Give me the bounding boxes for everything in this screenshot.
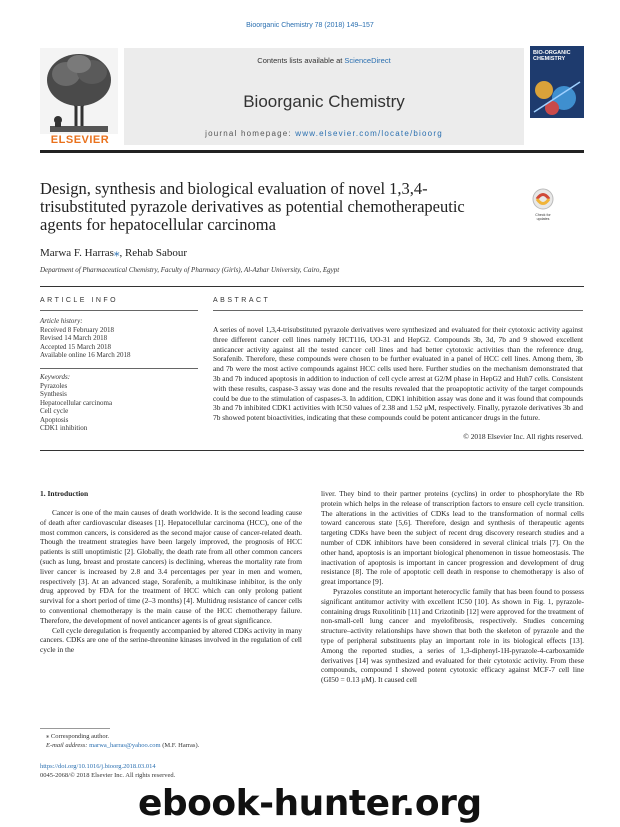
footnote (46, 733, 302, 750)
svg-text:updates: updates (536, 217, 550, 221)
abstract-divider (40, 450, 584, 451)
section-heading: 1. Introduction (40, 489, 89, 498)
body-paragraph: Cancer is one of the main causes of death worldwide. It is the second leading cause of death after cardiovascular diseases [1]. Hepatocellular carcinoma (HCC), one of the most common cancers, is considered as the second major cause of cancer-related death. Though the treatment strategies have been largely improved, the prognosis of HCC patients is still unoptimistic [2]. Globally, the death rate from all other common cancers (such as lung, breast and prostate cancers) is declining, whereas the mortality rate from liver cancer is increased by 2.8 and 3.4 percentages per year in men and women, respectively [3]. At an advanced stage, Sorafenib, a multikinase inhibitor, is the only drug approved by FDA for the treatment of HCC which can only prolong patient survival for a short period of time (2–3 months) [4]. Multidrug resistance of cancer cells to conventional chemotherapy is the main cause of the HCC chemotherapy failure. Therefore, the development of novel anticancer agents is of great significance. (40, 508, 302, 625)
keyword-item: CDK1 inhibition (40, 424, 88, 432)
affiliation: Department of Pharmaceutical Chemistry, Faculty of Pharmacy (Girls), Al-Azhar University, Cairo, Egypt (40, 266, 340, 274)
body-paragraph: liver. They bind to their partner proteins (cyclins) in order to phosphorylate the Rb protein which helps in the release of transcription factors to ensure cell cycle transition. The alterations in the activities of CDKs lead to the transformation of normal cells toward cancerous state [5,6]. Therefore, design and synthesis of therapeutic agents targeting CDKs have been the subject of recent drug discovery research studies and a number of CDK inhibitors have been considered in several clinical trials [7]. On the other hand, apoptosis is an important biological phenomenon in tissue homeostasis. The inactivation of apoptosis is important in cancer progression and development of drug resistance [8]. The role of apoptotic cell death in response to chemotherapy is also of great importance [9]. (321, 489, 584, 587)
contents-line (124, 56, 524, 65)
abstract-heading: ABSTRACT (213, 297, 271, 304)
journal-title: Bioorganic Chemistry (243, 92, 405, 111)
cover-art (530, 72, 584, 118)
corresponding-author-note: ⁎ Corresponding author. (46, 733, 110, 740)
keyword-item: Hepatocellular carcinoma (40, 398, 113, 407)
keywords-heading: Keywords: (40, 373, 71, 381)
author-separator: , (119, 247, 125, 259)
abstract-rule (213, 310, 583, 311)
header-rule (40, 150, 584, 153)
email-prefix: E-mail address: (46, 741, 90, 749)
sciencedirect-link[interactable]: ScienceDirect (344, 56, 391, 65)
corresponding-author-mark[interactable]: ⁎ (113, 247, 120, 259)
article-title: Design, synthesis and biological evaluation of novel 1,3,4-trisubstituted pyrazole derivatives as potential chemotherapeutic agents for hepatocellular carcinoma (40, 179, 465, 234)
body-right-column (321, 489, 584, 685)
keyword-item: Apoptosis (40, 415, 69, 424)
elsevier-tree-logo (40, 48, 118, 148)
history-item: Accepted 15 March 2018 (40, 342, 111, 351)
homepage-prefix: journal homepage: (205, 129, 296, 138)
history-item: Received 8 February 2018 (40, 325, 115, 334)
title-divider (40, 286, 584, 287)
body-paragraph: Cell cycle deregulation is frequently accompanied by altered CDKs activity in many cancers. CDKs are one of the serine-threonine kinases involved in the regulation of cell cycle in the (40, 625, 302, 655)
journal-homepage (124, 129, 524, 138)
cover-title: BIO-ORGANIC CHEMISTRY (533, 50, 571, 63)
email-link[interactable]: marwa_harras@yahoo.com (89, 741, 161, 749)
publisher-name: ELSEVIER (50, 134, 110, 146)
article-info-rule (40, 310, 198, 311)
history-item: Revised 14 March 2018 (40, 334, 108, 342)
author-name[interactable]: Marwa F. Harras (40, 247, 114, 259)
issn-line: 0045-2068/© 2018 Elsevier Inc. All rights reserved. (40, 772, 176, 779)
history-heading: Article history: (40, 317, 83, 325)
author-name[interactable]: Rehab Sabour (124, 247, 187, 259)
keyword-item: Synthesis (40, 390, 67, 398)
keywords-rule (40, 368, 198, 369)
homepage-link[interactable]: www.elsevier.com/locate/bioorg (295, 129, 443, 138)
svg-text:Check for: Check for (535, 213, 551, 217)
watermark: ebook-hunter.org (138, 783, 482, 824)
keywords-list (40, 373, 198, 433)
footnote-rule (40, 728, 110, 729)
body-paragraph: Pyrazoles constitute an important heterocyclic family that has been found to possess significant antitumor activity with excellent IC50 [10]. As shown in Fig. 1, pyrazole-containing drugs Ruxolitinib [11] and Crizotinib [12] were approved for the treatment of non-small-cell lung cancer and myelofibrosis, respectively. Studies concerning structure–activity relationships have shown that both the skeleton of pyrazole and the type of peripheral substituents play an important role in its biological effects [13]. Among the reported studies, a series of 1,3-diphenyl-1H-pyrazole-4-carboxamide derivatives [14] was synthesized and evaluated for their cytotoxic activity. From these compounds, compound I showed potent cytotoxic efficacy against MCF-7 cell line (GI50 = 0.13 μM). It caused cell (321, 586, 584, 685)
body-left-column (40, 508, 302, 655)
history-item: Available online 16 March 2018 (40, 351, 131, 359)
article-info-heading: ARTICLE INFO (40, 297, 119, 304)
contents-prefix: Contents lists available at (257, 56, 345, 65)
keyword-item: Pyrazoles (40, 381, 68, 390)
email-suffix: (M.F. Harras). (160, 741, 200, 749)
journal-cover-image (530, 46, 584, 118)
doi-link[interactable]: https://doi.org/10.1016/j.bioorg.2018.03.014 (40, 763, 156, 770)
check-for-updates-icon[interactable] (528, 187, 558, 221)
abstract-copyright: © 2018 Elsevier Inc. All rights reserved. (463, 432, 583, 441)
author-list (40, 246, 187, 259)
keyword-item: Cell cycle (40, 407, 69, 415)
journal-reference[interactable]: Bioorganic Chemistry 78 (2018) 149–157 (246, 22, 374, 29)
abstract-text: A series of novel 1,3,4-trisubstituted pyrazole derivatives were synthesized and evaluated for their cytotoxic activity against three different cancer cell lines namely HCT116, UO-31 and HepG2. Compounds 3b, 3d, 7b and 9 showed excellent anticancer activity against all the tested cancer cell lines and had better cytotoxic activities than the reference drug, Sorafenib. Therefore, these compounds were chosen to be further evaluated in a panel of HCC cell lines. Among them, 3b and 7b were the most active compounds against HCC cells used here. Further studies on the mechanism demonstrated that 3b and 7b induced apoptosis in addition to induction of cell cycle arrest at G2/M phase in HepG2 and Huh7 cells. Consistent with these results, caspase-3 assay was done and the results revealed that the proapoptotic activity of the target compounds could be due to the stimulation of caspases-3. In addition, CDK1 inhibition assay was done and it was found that compounds 3b and 7b inhibited CDK1 activities with IC50 values of 2.38 and 1.52 μM, respectively. Finally, pyrazole derivatives 3b and 7b showed potent bioactivities, indicating that these compounds could be potent anticancer drugs in the future. (213, 325, 583, 423)
article-history (40, 317, 198, 360)
